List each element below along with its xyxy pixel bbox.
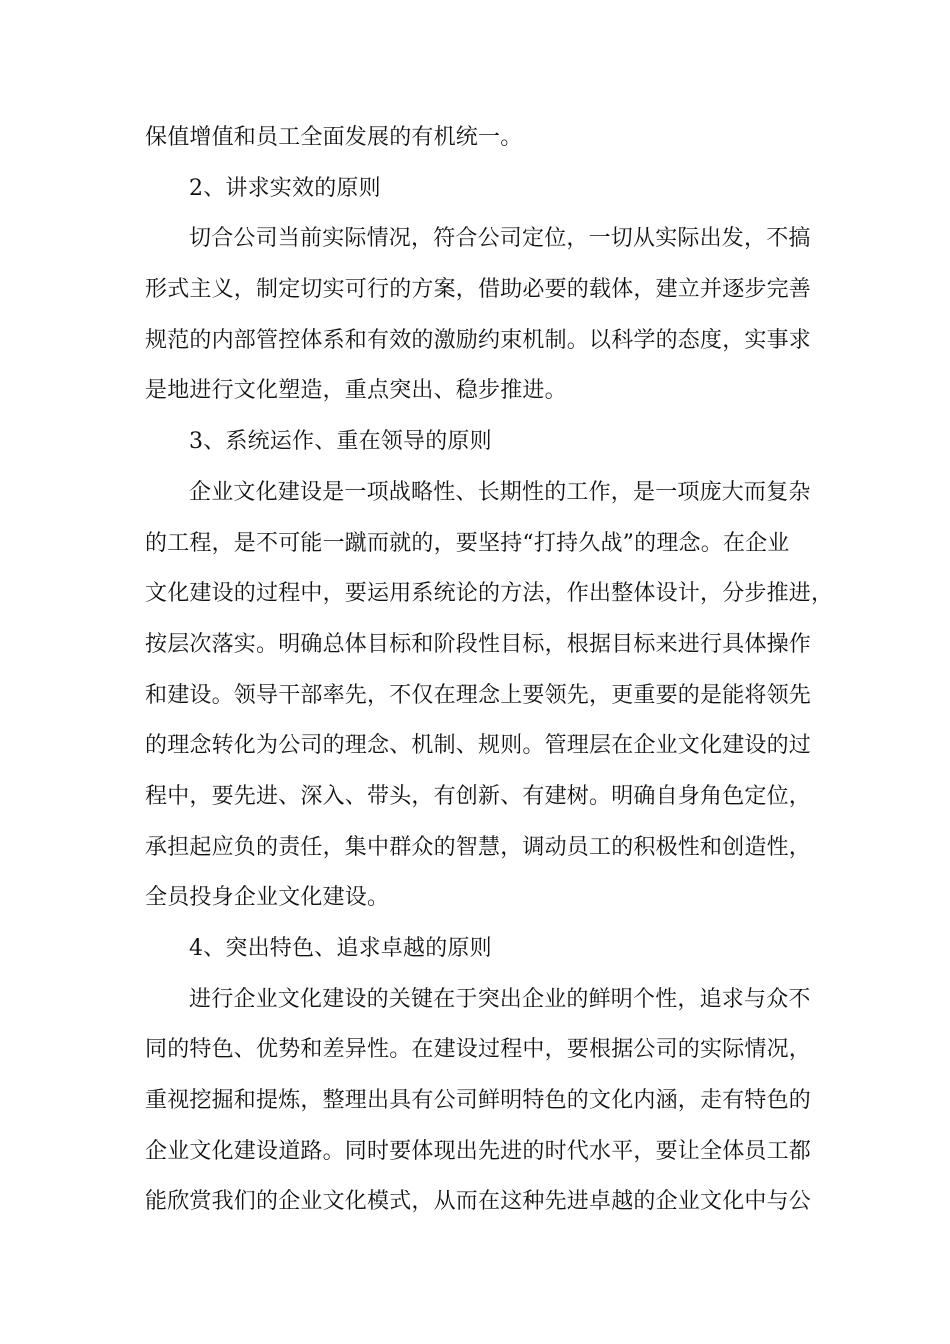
section-heading-4: 4、突出特色、追求卓越的原则 <box>189 936 492 961</box>
document-body <box>145 113 834 1228</box>
text-line: 进行企业文化建设的关键在于突出企业的鲜明个性，追求与众不 <box>189 986 811 1012</box>
text-line: 企业文化建设道路。同时要体现出先进的时代水平，要让全体员工都 <box>145 1138 812 1164</box>
text-line: 的理念转化为公司的理念、机制、规则。管理层在企业文化建设的过 <box>145 733 812 759</box>
text-line: 承担起应负的责任，集中群众的智慧，调动员工的积极性和创造性， <box>145 834 812 860</box>
text-line: 的工程，是不可能一蹴而就的，要坚持“打持久战”的理念。在企业 <box>145 530 790 556</box>
text-line: 企业文化建设是一项战略性、长期性的工作，是一项庞大而复杂 <box>189 479 811 505</box>
section-heading-2: 2、讲求实效的原则 <box>189 175 381 201</box>
text-line: 是地进行文化塑造，重点突出、稳步推进。 <box>145 378 567 404</box>
text-line: 按层次落实。明确总体目标和阶段性目标，根据目标来进行具体操作 <box>145 631 812 657</box>
text-line: 规范的内部管控体系和有效的激励约束机制。以科学的态度，实事求 <box>145 327 812 353</box>
text-line: 切合公司当前实际情况，符合公司定位，一切从实际出发，不搞 <box>189 226 811 252</box>
section-heading-3: 3、系统运作、重在领导的原则 <box>189 429 492 455</box>
text-line: 形式主义，制定切实可行的方案，借助必要的载体，建立并逐步完善 <box>145 277 812 303</box>
text-line: 同的特色、优势和差异性。在建设过程中，要根据公司的实际情况， <box>145 1037 812 1063</box>
text-line: 保值增值和员工全面发展的有机统一。 <box>145 125 523 150</box>
text-line: 重视挖掘和提炼，整理出具有公司鲜明特色的文化内涵，走有特色的 <box>145 1088 812 1114</box>
text-line: 和建设。领导干部率先，不仅在理念上要领先，更重要的是能将领先 <box>145 682 812 708</box>
text-line: 程中，要先进、深入、带头，有创新、有建树。明确自身角色定位， <box>145 783 812 809</box>
text-line: 能欣赏我们的企业文化模式，从而在这种先进卓越的企业文化中与公 <box>145 1189 812 1215</box>
text-line: 全员投身企业文化建设。 <box>145 885 390 911</box>
text-line: 文化建设的过程中，要运用系统论的方法，作出整体设计，分步推进， <box>145 581 834 607</box>
